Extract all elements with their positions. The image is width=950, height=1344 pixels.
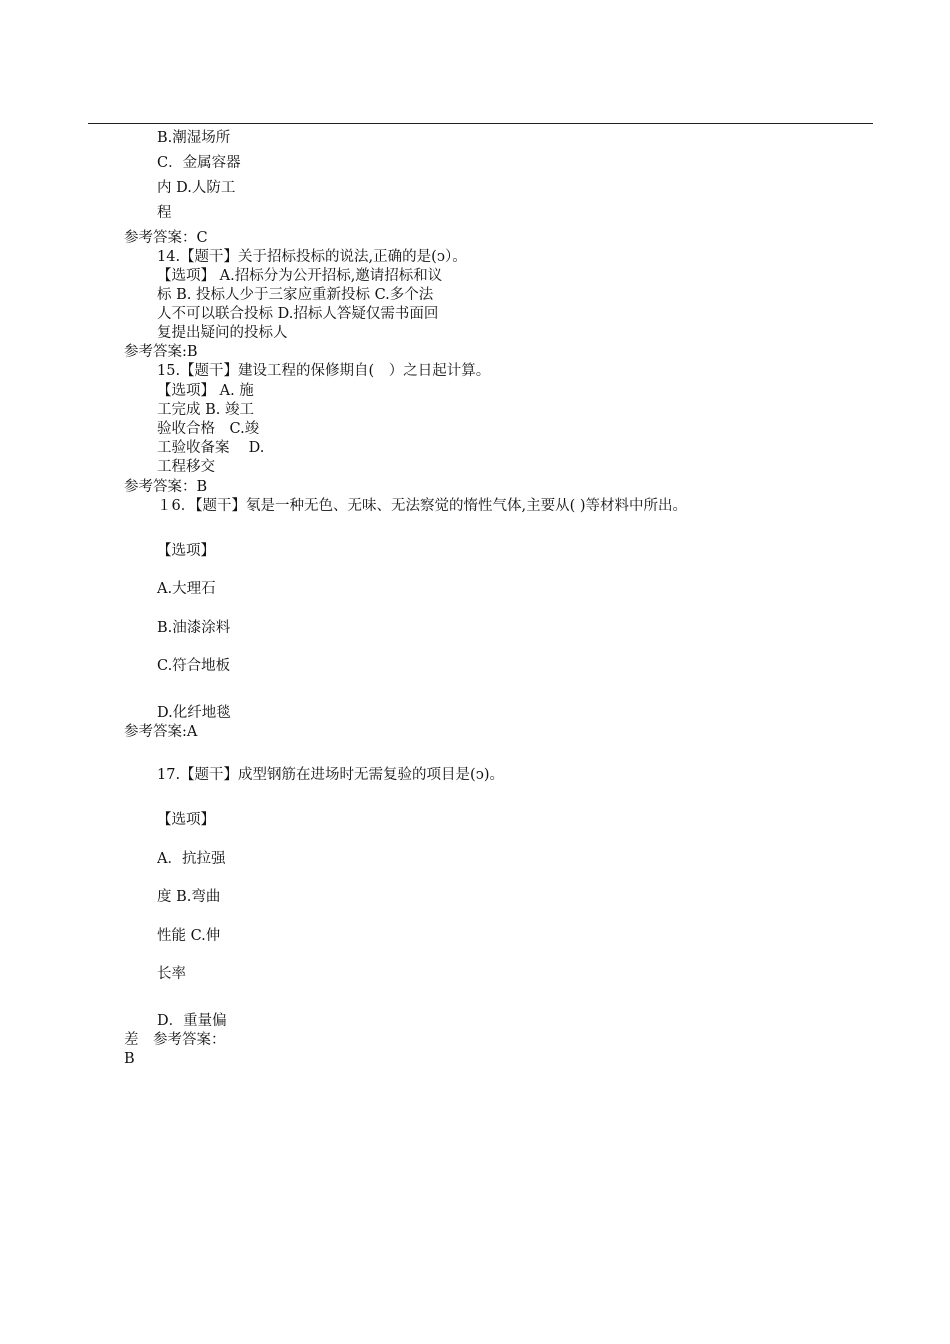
answer-line: 参考答案:B — [124, 344, 198, 360]
option-line: 性能 C.伸 — [157, 928, 221, 944]
option-line: 内 D.人防工 — [157, 180, 236, 196]
option-line: D．重量偏 — [157, 1013, 227, 1029]
option-line: 标 B. 投标人少于三家应重新投标 C.多个法 — [157, 287, 434, 303]
header-rule — [88, 123, 873, 124]
option-line: 【选项】 A.招标分为公开招标,邀请招标和议 — [157, 268, 443, 284]
question-stem: 17.【题干】成型钢筋在进场时无需复验的项目是(ↄ)。 — [157, 767, 504, 783]
question-stem: 15.【题干】建设工程的保修期自( ）之日起计算。 — [157, 363, 491, 379]
option-line: C．金属容器 — [157, 155, 241, 171]
answer-line: 参考答案：C — [124, 230, 208, 246]
option-line: B.油漆涂料 — [157, 620, 231, 636]
options-heading: 【选项】 — [157, 543, 215, 559]
option-line: C.符合地板 — [157, 658, 231, 674]
option-line: 验收合格 C.竣 — [157, 421, 260, 437]
option-line: 工验收备案 D. — [157, 440, 265, 456]
answer-line: 参考答案：B — [124, 479, 208, 495]
answer-line: 参考答案:A — [124, 724, 198, 740]
answer-line: 差 参考答案： — [124, 1032, 226, 1048]
question-stem: １6．【题干】氡是一种无色、无味、无法察觉的惰性气体,主要从( )等材料中所出。 — [157, 498, 688, 514]
option-line: 工完成 B. 竣工 — [157, 402, 254, 418]
option-line: 人不可以联合投标 D.招标人答疑仅需书面回 — [157, 306, 439, 322]
option-line: 【选项】 A. 施 — [157, 383, 254, 399]
answer-value: B — [124, 1051, 135, 1067]
option-line: A．抗拉强 — [157, 851, 226, 867]
question-stem: 14.【题干】关于招标投标的说法,正确的是(ↄ）。 — [157, 249, 467, 265]
option-line: 长率 — [157, 966, 186, 982]
option-line: 复提出疑问的投标人 — [157, 325, 288, 341]
option-line: A.大理石 — [157, 581, 216, 597]
option-line: 工程移交 — [157, 459, 215, 475]
option-line: B.潮湿场所 — [157, 130, 231, 146]
option-line: 度 B.弯曲 — [157, 889, 221, 905]
option-line: D.化纤地毯 — [157, 705, 231, 721]
option-line: 程 — [157, 205, 172, 221]
options-heading: 【选项】 — [157, 812, 215, 828]
